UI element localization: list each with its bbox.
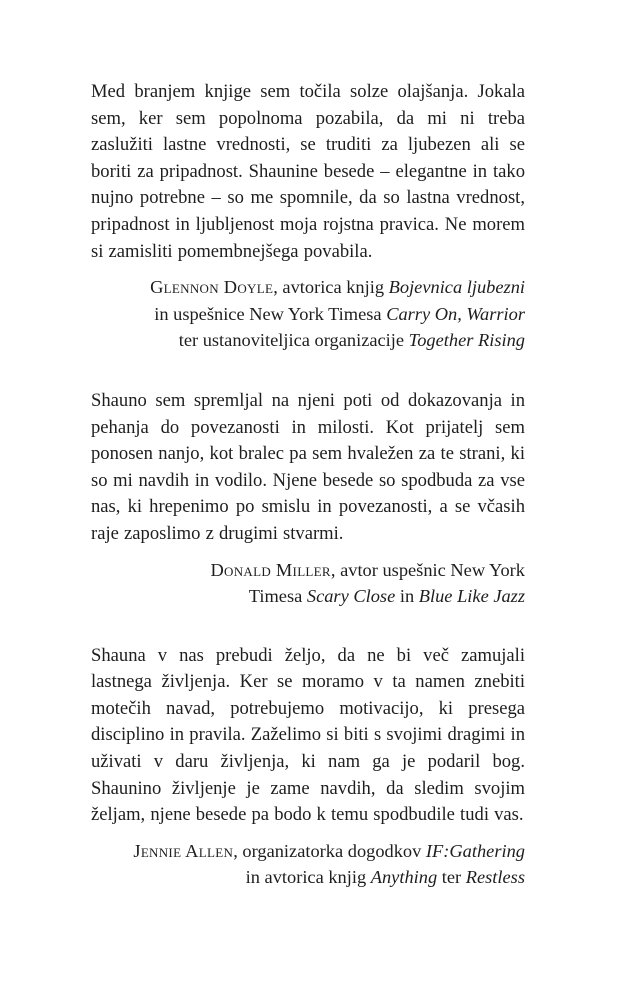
author-name: Glennon Doyle xyxy=(150,277,274,298)
endorsement-attribution xyxy=(91,274,525,354)
endorsements-page xyxy=(91,79,525,891)
endorsement-jennie-allen xyxy=(91,643,525,891)
event-name: IF:Gathering xyxy=(425,840,525,861)
book-title: Bojevnica ljubezni xyxy=(388,277,525,298)
attribution-text: , organizatorka dogodkov xyxy=(233,840,426,861)
attribution-text: in uspešnice New York Timesa xyxy=(154,303,387,324)
attribution-text: in xyxy=(395,586,419,607)
attribution-line xyxy=(91,557,525,584)
attribution-text: ter xyxy=(437,867,466,888)
endorsement-quote: Shauna v nas prebudi željo, da ne bi več zamujali lastnega življenja. Ker se moramo v ta namen znebiti motečih navad, potrebujemo motivacijo, ki presega disciplino in pravila. Zaželimo si biti s svojimi dragimi in uživati v daru življenja, ki nam ga je podaril bog. Shaunino življenje je zame navdih, da sledim svojim željam, njene besede pa bodo k temu spodbudile tudi vas. xyxy=(91,644,525,826)
attribution-line xyxy=(91,301,525,328)
endorsement-donald-miller xyxy=(91,388,525,610)
attribution-text: , avtorica knjig xyxy=(273,277,389,298)
author-name: Jennie Allen xyxy=(133,840,234,861)
attribution-text: Timesa xyxy=(248,586,307,607)
attribution-text: , avtor uspešnic New York xyxy=(330,559,525,580)
attribution-text: ter ustanoviteljica organizacije xyxy=(178,330,409,351)
book-title: Restless xyxy=(465,867,525,888)
book-title: Scary Close xyxy=(306,586,396,607)
endorsement-glennon-doyle xyxy=(91,79,525,354)
author-name: Donald Miller xyxy=(210,559,331,580)
endorsement-attribution xyxy=(91,557,525,610)
attribution-line xyxy=(91,274,525,301)
organization-name: Together Rising xyxy=(408,330,525,351)
attribution-line xyxy=(91,327,525,354)
endorsement-quote: Med branjem knjige sem točila solze olajšanja. Jokala sem, ker sem popolnoma pozabila, da mi ni treba zaslužiti lastne vrednosti, se truditi za ljubezen ali se boriti za pripadnost. Shaunine besede – elegantne in tako nujno potrebne – so me spomnile, da so lastna vrednost, pripadnost in ljubljenost moja rojstna pravica. Ne morem si zamisliti pomembnejšega povabila. xyxy=(91,81,525,262)
endorsement-attribution xyxy=(91,838,525,891)
book-title: Anything xyxy=(370,867,438,888)
book-title: Carry On, Warrior xyxy=(386,303,525,324)
attribution-text: in avtorica knjig xyxy=(245,867,371,888)
attribution-line xyxy=(91,583,525,610)
attribution-line xyxy=(91,864,525,891)
attribution-line xyxy=(91,838,525,865)
endorsement-quote: Shauno sem spremljal na njeni poti od dokazovanja in pehanja do povezanosti in milosti. Kot prijatelj sem ponosen nanjo, kot bralec pa sem hvaležen za te strani, ki so mi navdih in vodilo. Njene besede so spodbuda za vse nas, ki hrepenimo po smislu in povezanosti, a se včasih raje zaposlimo z drugimi stvarmi. xyxy=(91,389,525,544)
book-title: Blue Like Jazz xyxy=(418,586,525,607)
